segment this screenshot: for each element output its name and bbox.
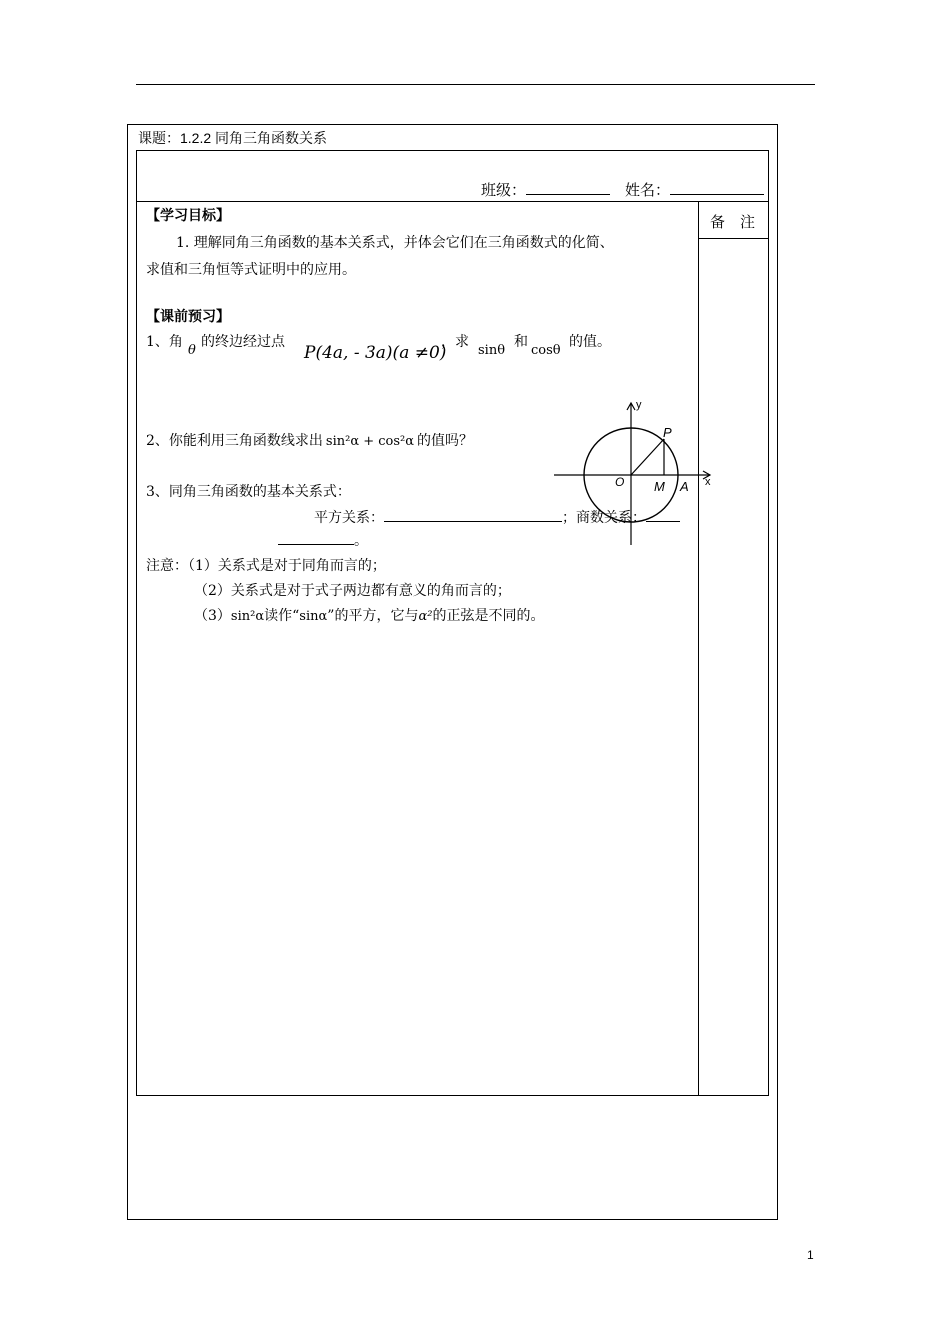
square-label: 平方关系：	[314, 510, 384, 526]
label-m: M	[654, 479, 665, 494]
quotient-continuation	[278, 530, 368, 550]
class-label: 班级：	[481, 181, 527, 199]
objectives-heading: 【学习目标】	[146, 208, 230, 224]
q1-point: P(4a, - 3a)(a ≠0)	[304, 343, 447, 363]
q3-end-mark: 。	[354, 533, 368, 549]
name-field	[625, 179, 764, 200]
q1-mid: 的终边经过点	[201, 334, 285, 350]
note-3-mid2: ”的平方，它与	[327, 608, 419, 624]
q1-suffix: 的值。	[569, 334, 611, 350]
course-title	[138, 128, 327, 148]
quotient-relation-input-2[interactable]	[278, 544, 354, 545]
notes-header: 备 注	[710, 213, 756, 231]
label-p: P	[663, 425, 672, 440]
radius-op	[631, 439, 664, 475]
note-1-text: （1）关系式是对于同角而言的；	[188, 558, 386, 574]
q1-theta: θ	[188, 343, 196, 358]
q1-cos: cosθ	[531, 343, 561, 358]
header-rule	[136, 84, 815, 85]
note-3-prefix: （3）	[194, 608, 231, 624]
course-label: 课题：	[138, 131, 180, 147]
label-a: A	[680, 479, 689, 494]
name-input[interactable]	[670, 194, 764, 195]
objectives-line1: 1. 理解同角三角函数的基本关系式，并体会它们在三角函数式的化简、	[176, 235, 614, 251]
note-label: 注意：	[146, 558, 188, 574]
class-input[interactable]	[526, 194, 610, 195]
note-3-expr: sin²α	[230, 609, 265, 624]
notes-header-divider	[698, 238, 769, 239]
q1-and: 和	[514, 334, 528, 350]
preview-heading: 【课前预习】	[146, 309, 230, 325]
q1-comma: ，求	[441, 334, 469, 350]
note-1	[146, 555, 386, 575]
label-o: O	[615, 475, 625, 489]
page-number: 1	[807, 1248, 814, 1262]
q2-suffix: 的值吗？	[417, 433, 474, 449]
note-3	[194, 605, 544, 625]
question-2	[146, 430, 473, 450]
note-3-alpha: α²	[418, 609, 433, 624]
label-y: y	[636, 399, 642, 411]
name-label: 姓名：	[625, 181, 671, 199]
q1-prefix: 1、角	[146, 334, 183, 350]
note-3-sin: sinα	[299, 609, 328, 624]
unit-circle-diagram	[550, 395, 720, 550]
class-field	[481, 179, 610, 200]
q2-prefix: 2、你能利用三角函数线求出	[146, 433, 323, 449]
quotient-label: ；商数关系：	[562, 510, 646, 526]
question-1	[146, 331, 183, 351]
label-x: x	[705, 476, 711, 488]
q2-expr: sin²α + cos²α	[325, 434, 415, 449]
note-2: （2）关系式是对于式子两边都有意义的角而言的；	[194, 583, 511, 599]
notes-column-divider	[698, 201, 699, 1096]
square-relation-input[interactable]	[384, 521, 562, 522]
course-title-text: 1.2.2 同角三角函数关系	[180, 130, 328, 146]
objectives-line2: 求值和三角恒等式证明中的应用。	[146, 262, 356, 278]
note-3-mid: 读作“	[264, 608, 300, 624]
q1-sin: sinθ	[478, 343, 506, 358]
info-row-divider	[136, 201, 769, 202]
note-3-suffix: 的正弦是不同的。	[432, 608, 545, 624]
question-3: 3、同角三角函数的基本关系式：	[146, 484, 351, 500]
